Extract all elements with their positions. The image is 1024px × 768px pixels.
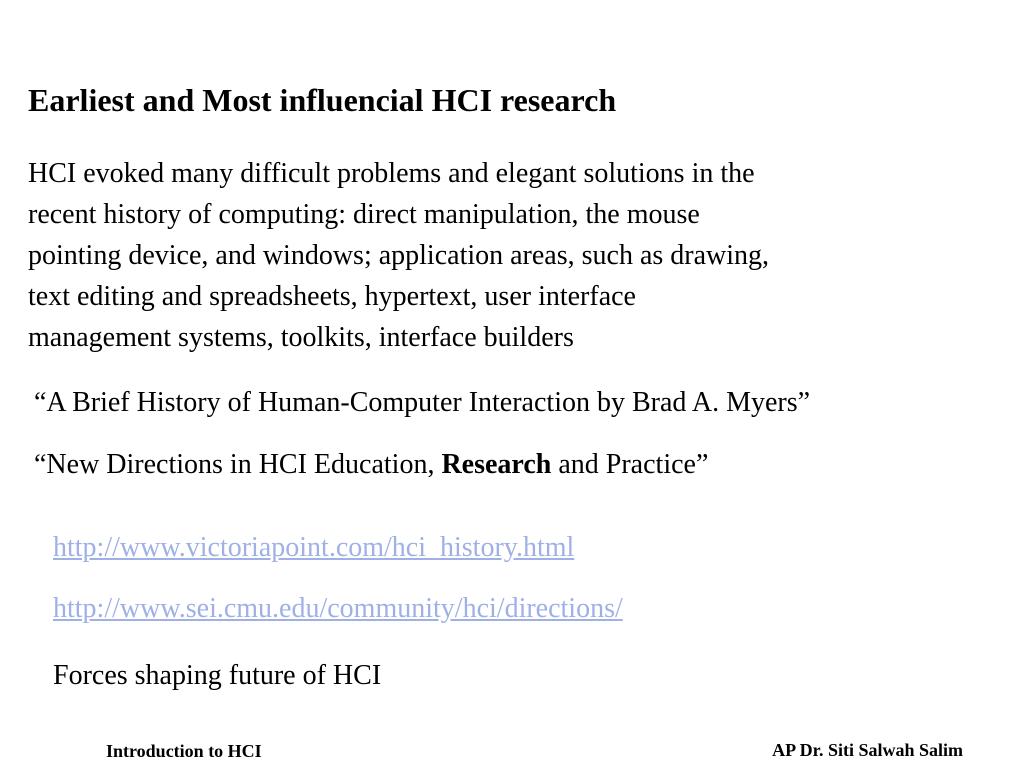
- link-victoriapoint[interactable]: http://www.victoriapoint.com/hci_history.html: [53, 532, 575, 563]
- slide-title: Earliest and Most influencial HCI research: [28, 82, 617, 118]
- body-line: pointing device, and windows; application areas, such as drawing,: [28, 240, 770, 271]
- reference-new-directions-start: “New Directions in HCI Education,: [34, 449, 442, 480]
- body-line: text editing and spreadsheets, hypertext, user interface: [28, 281, 636, 312]
- link-sei-cmu[interactable]: http://www.sei.cmu.edu/community/hci/directions/: [53, 593, 623, 624]
- body-line: management systems, toolkits, interface builders: [28, 322, 574, 353]
- body-line: recent history of computing: direct manipulation, the mouse: [28, 199, 700, 230]
- forces-text: Forces shaping future of HCI: [53, 660, 382, 691]
- reference-new-directions-bold: Research: [441, 449, 552, 480]
- reference-new-directions: [34, 447, 708, 483]
- reference-myers: “A Brief History of Human-Computer Interaction by Brad A. Myers”: [34, 387, 811, 418]
- body-paragraph: [28, 153, 958, 358]
- body-line: HCI evoked many difficult problems and elegant solutions in the: [28, 158, 755, 189]
- reference-new-directions-end: and Practice”: [551, 449, 709, 480]
- footer-author: AP Dr. Siti Salwah Salim: [772, 740, 963, 760]
- footer-course-title: Introduction to HCI: [106, 741, 262, 761]
